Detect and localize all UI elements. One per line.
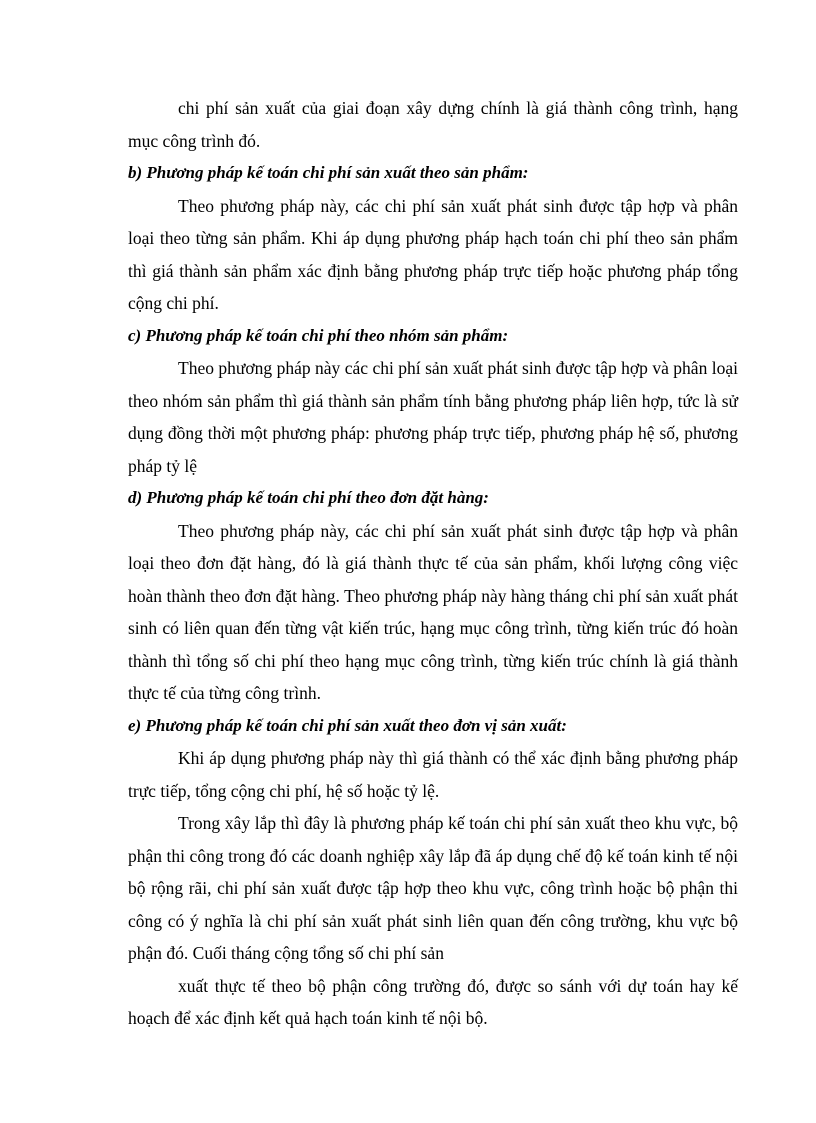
paragraph-conclusion: xuất thực tế theo bộ phận công trường đó, được so sánh với dự toán hay kế hoạch để xác định kết quả hạch toán kinh tế nội bộ. <box>128 975 738 1028</box>
paragraph-product-method: Theo phương pháp này, các chi phí sản xuất phát sinh được tập hợp và phân loại theo từng sản phẩm. Khi áp dụng phương pháp hạch toán chi phí theo sản phẩm thì giá thành sản phẩm xác định bằng phương pháp trực tiếp hoặc phương pháp tổng cộng chi phí. <box>128 195 738 313</box>
heading-e-production-unit-method: e) Phương pháp kế toán chi phí sản xuất theo đơn vị sản xuất: <box>128 715 567 735</box>
heading-c-product-group-method: c) Phương pháp kế toán chi phí theo nhóm sản phẩm: <box>128 325 509 345</box>
heading-d-order-method: d) Phương pháp kế toán chi phí theo đơn đặt hàng: <box>128 488 489 507</box>
paragraph-order-method: Theo phương pháp này, các chi phí sản xuất phát sinh được tập hợp và phân loại theo đơn đặt hàng, đó là giá thành thực tế của sản phẩm, khối lượng công việc hoàn thành theo đơn đặt hàng. Theo phương pháp này hàng tháng chi phí sản xuất phát sinh có liên quan đến từng vật kiến trúc, hạng mục công trình, từng kiến trúc đó hoàn thành thì tổng số chi phí theo hạng mục công trình, từng kiến trúc chính là giá thành thực tế của từng công trình. <box>128 520 738 703</box>
paragraph-intro: chi phí sản xuất của giai đoạn xây dựng chính là giá thành công trình, hạng mục công trình đó. <box>128 98 738 151</box>
document-page <box>128 92 738 1035</box>
heading-b-product-method: b) Phương pháp kế toán chi phí sản xuất theo sản phẩm: <box>128 163 529 182</box>
paragraph-construction-area: Trong xây lắp thì đây là phương pháp kế toán chi phí sản xuất theo khu vực, bộ phận thi công trong đó các doanh nghiệp xây lắp đã áp dụng chế độ kế toán kinh tế nội bộ rộng rãi, chi phí sản xuất được tập hợp theo khu vực, công trình hoặc bộ phận thi công có ý nghĩa là chi phí sản xuất phát sinh liên quan đến công trường, khu vực bộ phận đó. Cuối tháng cộng tổng số chi phí sản <box>128 813 738 963</box>
paragraph-product-group-method: Theo phương pháp này các chi phí sản xuất phát sinh được tập hợp và phân loại theo nhóm sản phẩm thì giá thành sản phẩm tính bằng phương pháp liên hợp, tức là sử dụng đồng thời một phương pháp: phương pháp trực tiếp, phương pháp hệ số, phương pháp tỷ lệ <box>128 358 738 476</box>
paragraph-production-unit-method: Khi áp dụng phương pháp này thì giá thành có thể xác định bằng phương pháp trực tiếp, tổng cộng chi phí, hệ số hoặc tỷ lệ. <box>128 748 738 801</box>
